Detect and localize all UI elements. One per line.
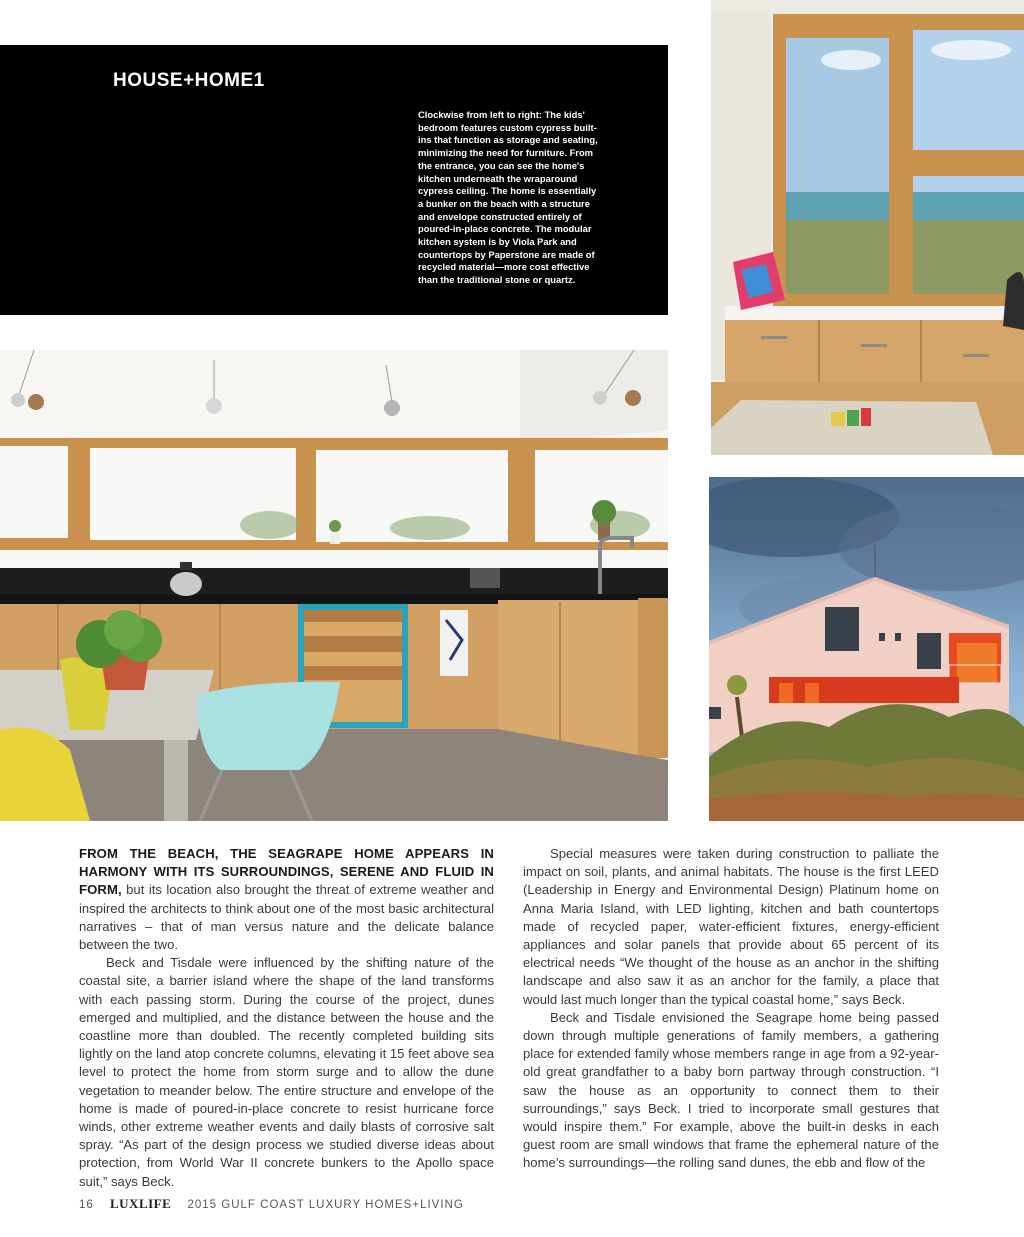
article-paragraph-3: Special measures were taken during construction to palliate the impact on soil, plants, and animal habitats. The house is the first LEED (Leadership in Energy and Environmental Design) Platinum home on Anna Maria Island, with LED lighting, kitchen and bath countertops made of recycled paper, water-efficient fixtures, energy-efficient appliances and solar panels that provide about 65 percent of its electrical needs “We thought of the house as an anchor in the shifting landscape and also saw it as an anchor for the family, a place that would last much longer than the typical coastal home,” says Beck. <box>523 846 939 1007</box>
section-title: HOUSE+HOME1 <box>113 70 265 91</box>
article-paragraph-1-text: but its location also brought the threat of extreme weather and inspired the architects to think about one of the most basic architectural narratives – that of man versus nature and the delicate balance between the two. <box>79 882 494 953</box>
page-footer <box>79 1196 464 1212</box>
page-number: 16 <box>79 1199 94 1211</box>
article-paragraph-2: Beck and Tisdale were influenced by the shifting nature of the coastal site, a barrier island where the shape of the land transforms with each passing storm. During the course of the project, dunes emerged and multiplied, and the distance between the house and the coastline more than doubled. The recently completed building sits lightly on the land atop concrete columns, elevating it 15 feet above sea level to protect the home from storm surge and to allow the dune vegetation to meander below. The entire structure and envelope of the home is made of poured-in-place concrete to resist hurricane force winds, other extreme weather events and daily blasts of corrosive salt spray. “As part of the design process we studied diverse ideas about protection, from World War II concrete bunkers to the Apollo space suit,” says Beck. <box>79 955 494 1189</box>
article-paragraph-4: Beck and Tisdale envisioned the Seagrape home being passed down through multiple generations of family members, a gathering place for extended family whose members range in age from a 92-year-old great grandfather to a baby born partway through construction. “I saw the house as an opportunity to connect them to their surroundings,” says Beck. I tried to incorporate small gestures that would inspire them.” For example, above the built-in desks in each guest room are small windows that frame the ephemeral nature of the home’s surroundings—the rolling sand dunes, the ebb and flow of the <box>523 1009 939 1171</box>
article-paragraph-1 <box>79 845 494 954</box>
article-column-left <box>79 845 494 1191</box>
kitchen-photo <box>0 350 668 821</box>
photo-caption: Clockwise from left to right: The kids' bedroom features custom cypress built-ins that function as storage and seating, minimizing the need for furniture. From the entrance, you can see the home's kitchen underneath the wraparound cypress ceiling. The home is essentially a bunker on the beach with a structure and envelope constructed entirely of poured-in-place concrete. The modular kitchen system is by Viola Park and countertops by Paperstone are made of recycled material—more cost effective than the traditional stone or quartz. <box>418 109 598 286</box>
kids-bedroom-photo <box>711 0 1024 455</box>
article-lead: FROM THE BEACH, THE SEAGRAPE HOME APPEARS IN HARMONY WITH ITS SURROUNDINGS, SERENE AND FLUID IN FORM, <box>79 846 494 898</box>
article-column-right <box>523 845 939 1173</box>
exterior-photo <box>709 477 1024 821</box>
publication-title: 2015 GULF COAST LUXURY HOMES+LIVING <box>187 1199 464 1211</box>
magazine-brand: LUXLIFE <box>110 1196 172 1211</box>
